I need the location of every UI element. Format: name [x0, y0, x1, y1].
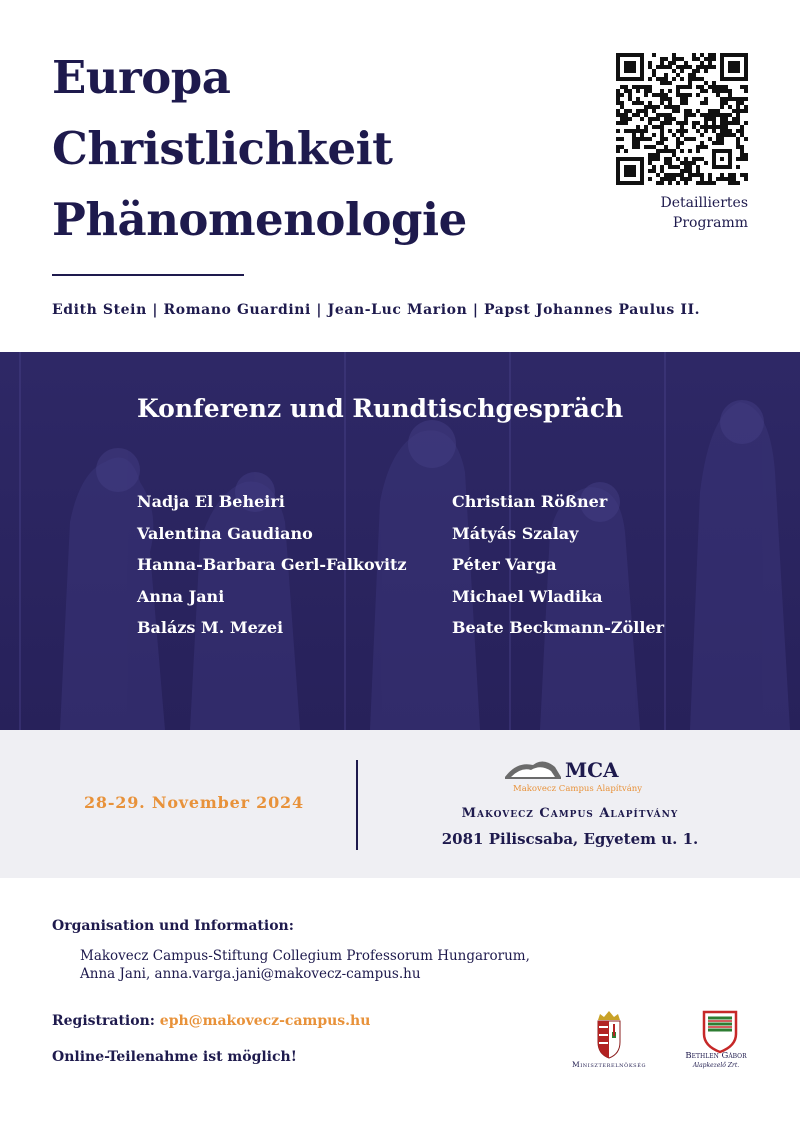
online-participation-note: Online-Teilenahme ist möglich! — [52, 1049, 297, 1065]
ministry-logo-text: Miniszterelnökség — [571, 1060, 647, 1069]
qr-caption-line-1: Detailliertes — [660, 195, 748, 211]
event-date: 28-29. November 2024 — [84, 793, 304, 812]
organisation-line-1: Makovecz Campus-Stiftung Collegium Professorum Hungarorum, — [80, 948, 530, 964]
qr-code-icon[interactable] — [616, 53, 748, 185]
organisation-heading: Organisation und Information: — [52, 918, 294, 934]
speakers-list-left — [137, 486, 407, 644]
venue-name: Makovecz Campus Alapítvány — [461, 806, 679, 821]
conference-title: Konferenz und Rundtischgespräch — [137, 394, 624, 423]
qr-caption — [610, 193, 748, 233]
speaker-name: Anna Jani — [137, 586, 225, 606]
mca-logo-sub: Makovecz Campus Alapítvány — [513, 784, 643, 794]
registration — [52, 1013, 370, 1029]
title-line-2: Christlichkeit — [52, 122, 393, 175]
speaker-name: Beate Beckmann-Zöller — [452, 618, 665, 637]
speaker-name: Christian Rößner — [452, 492, 608, 511]
organisation-line-2: Anna Jani, anna.varga.jani@makovecz-campus.hu — [80, 966, 421, 982]
mca-logo-abbr: MCA — [565, 758, 619, 782]
speaker-name: Nadja El Beheiri — [137, 492, 285, 511]
speaker-name: Péter Varga — [452, 555, 557, 574]
info-divider — [356, 760, 358, 850]
featured-names: Edith Stein | Romano Guardini | Jean-Luc Marion | Papst Johannes Paulus II. — [52, 302, 701, 318]
speaker-name: Hanna-Barbara Gerl-Falkovitz — [137, 555, 407, 574]
title-line-3: Phänomenologie — [52, 193, 467, 246]
speaker-name: Valentina Gaudiano — [137, 523, 313, 543]
page-title — [52, 42, 467, 255]
title-line-1: Europa — [52, 51, 231, 104]
speakers-list-right — [452, 486, 664, 644]
speaker-name: Michael Wladika — [452, 586, 603, 606]
mca-logo — [503, 755, 643, 795]
speaker-name: Mátyás Szalay — [452, 523, 579, 543]
bethlen-gabor-logo-subtext: Alapkezelő Zrt. — [692, 1062, 740, 1069]
title-divider — [52, 274, 244, 276]
bethlen-gabor-logo-text: Bethlen Gábor — [685, 1051, 747, 1061]
speaker-name: Balázs M. Mezei — [137, 618, 284, 637]
qr-caption-line-2: Programm — [672, 215, 748, 231]
registration-email-link[interactable]: eph@makovecz-campus.hu — [159, 1013, 371, 1029]
registration-label: Registration: — [52, 1013, 155, 1029]
venue-address: 2081 Piliscsaba, Egyetem u. 1. — [441, 830, 699, 848]
